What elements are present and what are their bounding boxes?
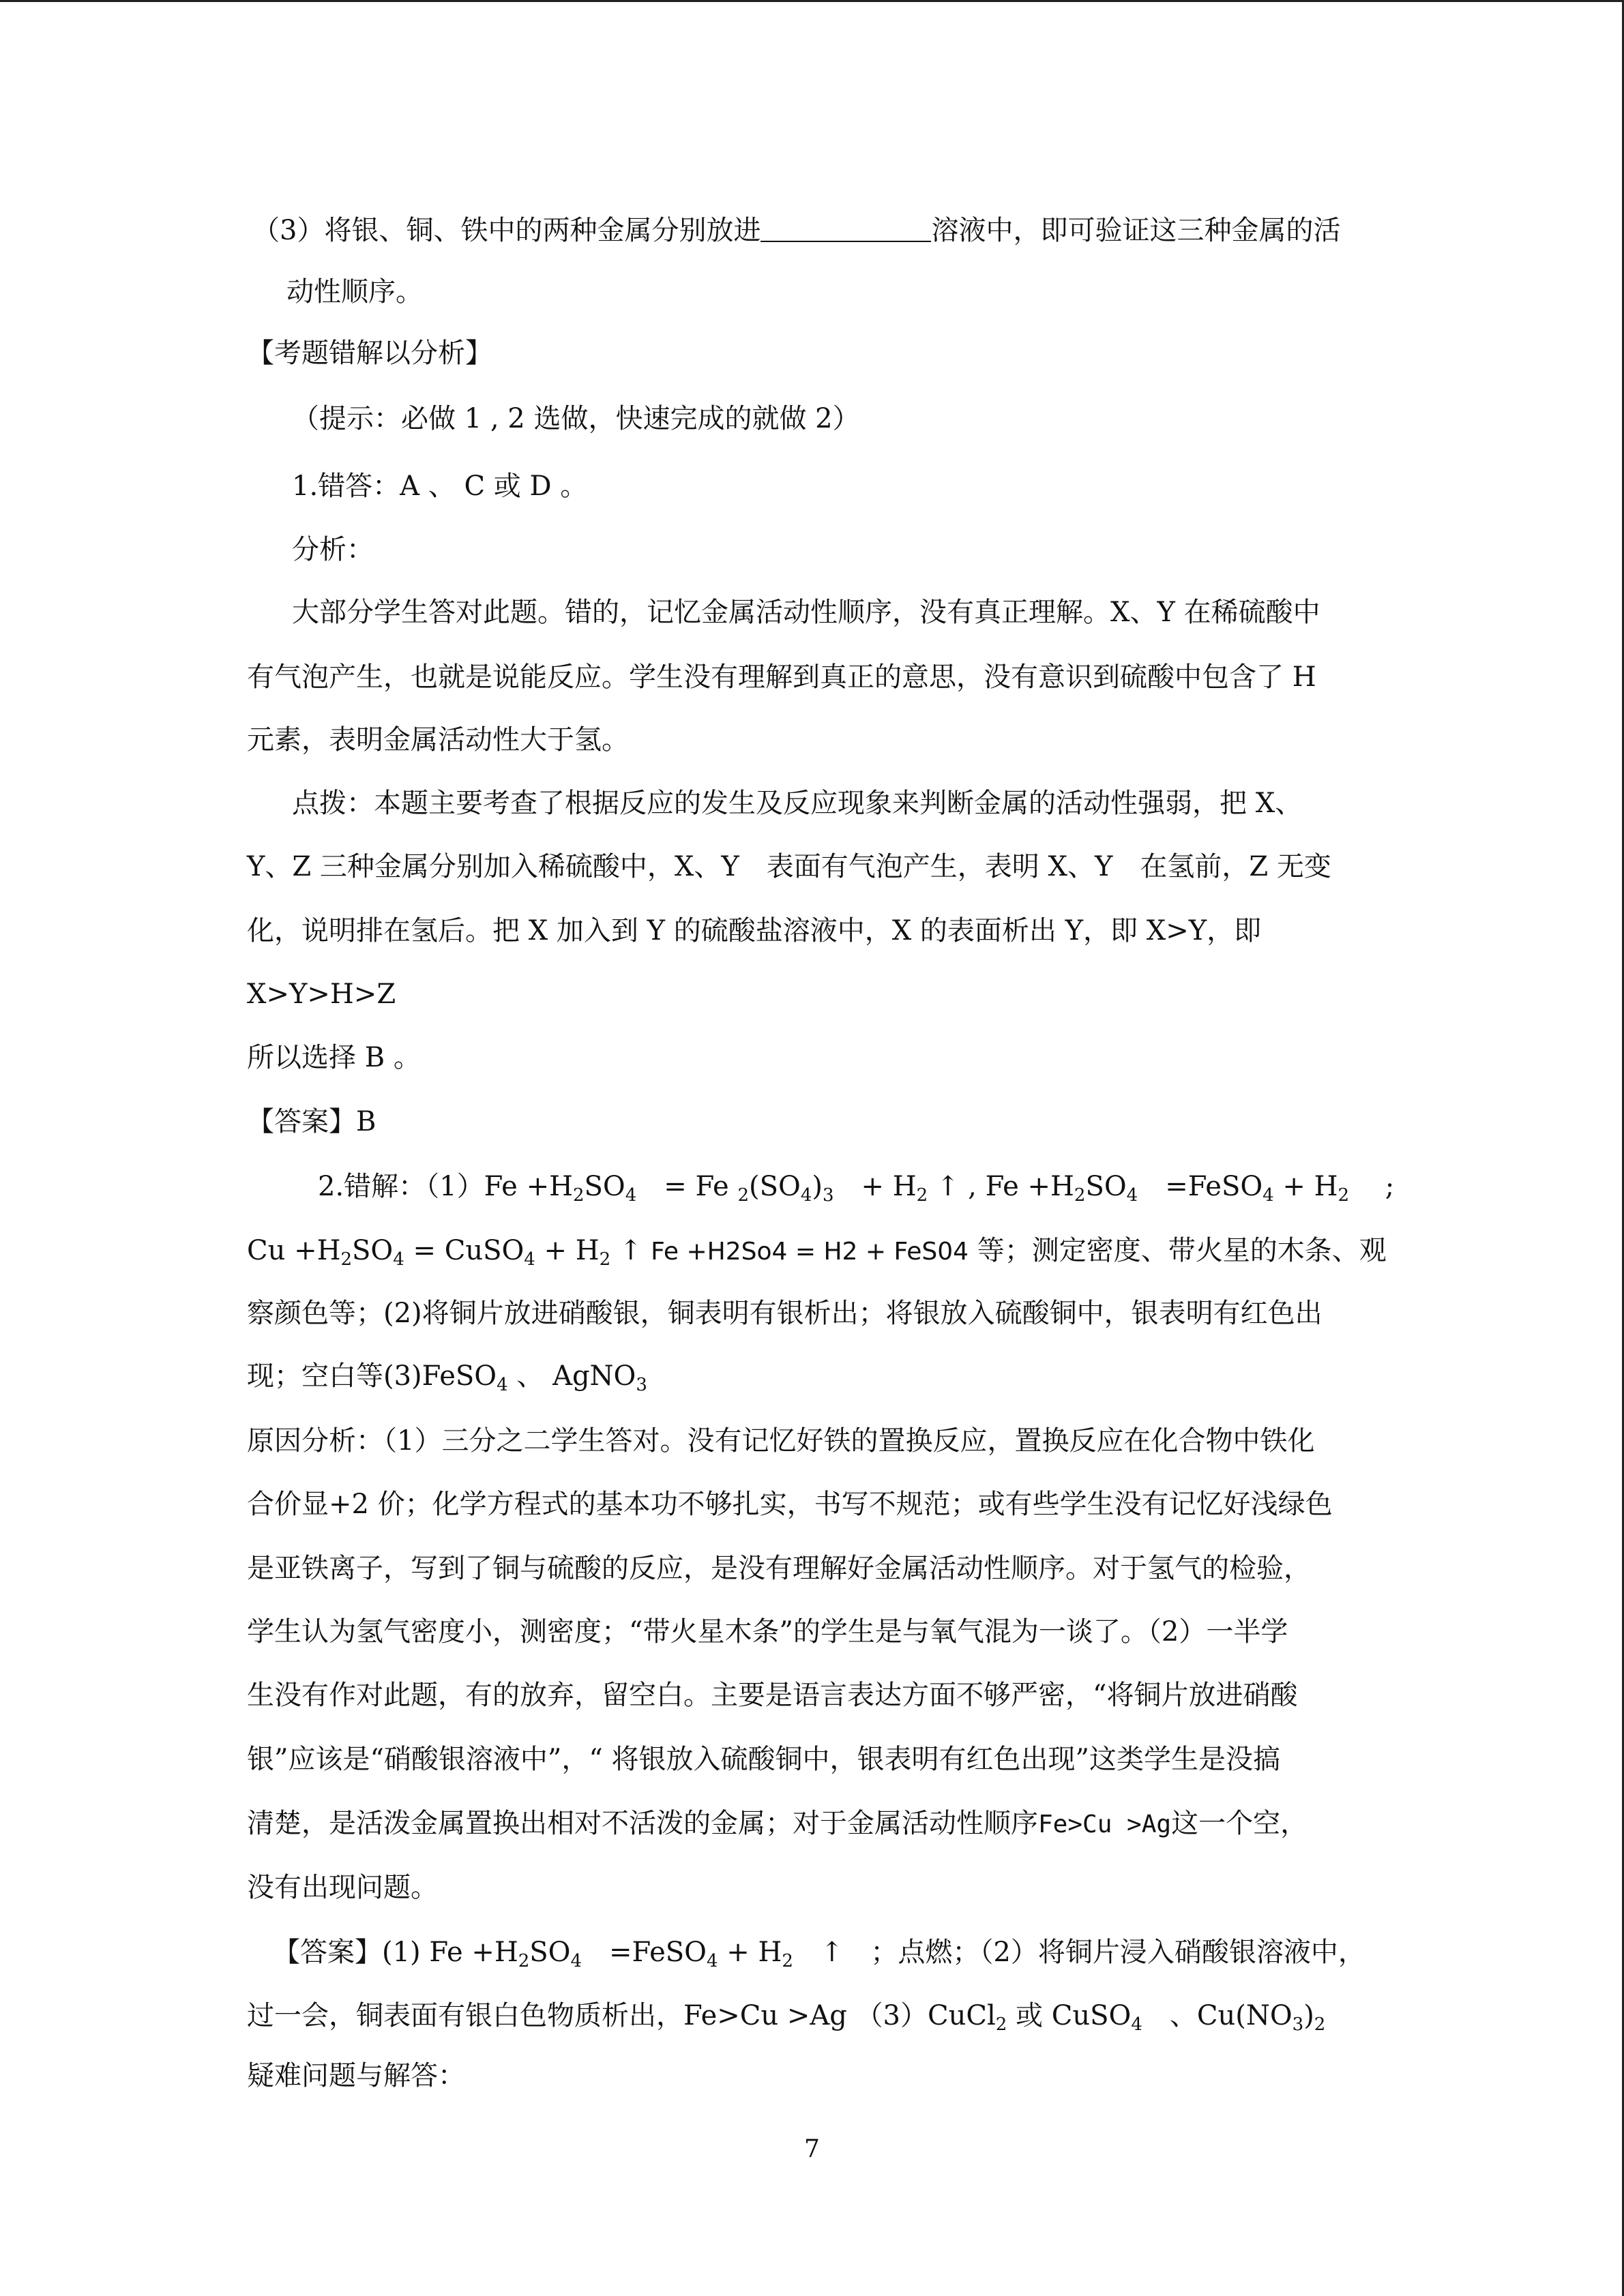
q2-wrong-line-1: 2.错解：$(1)Fe +H_2SO_4$ = Fe $_2(SO_4)_3$ + $H_2$ ↑ , $Fe +H_2SO_4$ =FeSO$_4$ + $H_2$ ; [318,1171,1395,1206]
reason-line: 是亚铁离子，写到了铜与硫酸的反应，是没有理解好金属活动性顺序。对于氢气的检验， [247,1553,1311,1584]
hint: （提示：必做 1 , 2 选做，快速完成的就做 2） [292,403,860,434]
answer-blank [761,213,931,242]
q1-para2-line: X>Y>H>Z [247,979,396,1010]
reason-line: 清楚，是活泼金属置换出相对不活泼的金属；对于金属活动性顺序Fe>Cu >Ag这一个空， [247,1808,1308,1839]
reason-line: 没有出现问题。 [247,1872,438,1903]
q1-wrong-answer: 1.错答：A 、 C 或 D 。 [292,471,588,502]
q1-para2-line: Y、Z 三种金属分别加入稀硫酸中，X、Y 表面有气泡产生，表明 X、Y 在氢前，Z 无变 [247,851,1331,882]
reason-line: 合价显+2 价；化学方程式的基本功不够扎实，书写不规范；或有些学生没有记忆好浅绿色 [247,1489,1333,1520]
reason-line: 原因分析：（1）三分之二学生答对。没有记忆好铁的置换反应，置换反应在化合物中铁化 [247,1425,1315,1457]
reason-line: 银”应该是“硝酸银溶液中”，“ 将银放入硫酸铜中，银表明有红色出现”这类学生是没搞 [247,1744,1280,1775]
q1-para1-line: 有气泡产生，也就是说能反应。学生没有理解到真正的意思，没有意识到硫酸中包含了 H [247,661,1316,693]
q2-wrong-line-3: 察颜色等；(2)将铜片放进硝酸银，铜表明有银析出；将银放入硫酸铜中，银表明有红色出 [247,1298,1323,1329]
q2-answer-line-1: 【答案】(1) $Fe +H_2SO_4$ =FeSO$_4$ + $H_2$ ↑ ；点燃；（2）将铜片浸入硝酸银溶液中， [273,1937,1365,1971]
page-top-border [0,0,1624,2]
q2-wrong-line-4: 现；空白等(3)FeSO$_4$ 、 AgNO$_3$ [247,1360,647,1395]
question-3-line: （3）将银、铜、铁中的两种金属分别放进 溶液中，即可验证这三种金属的活 [252,215,1341,246]
q1-analysis-label: 分析： [292,534,374,565]
reason-line: 生没有作对此题，有的放弃，留空白。主要是语言表达方面不够严密，“将铜片放进硝酸 [247,1680,1298,1711]
q1-para2-line: 化，说明排在氢后。把 X 加入到 Y 的硫酸盐溶液中，X 的表面析出 Y，即 X>Y，即 [247,915,1262,946]
q1-answer: 【答案】B [247,1106,377,1137]
q1-para1-line: 大部分学生答对此题。错的，记忆金属活动性顺序，没有真正理解。X、Y 在稀硫酸中 [292,597,1320,628]
q1-choose: 所以选择 B 。 [247,1042,421,1073]
q2-wrong-line-2: $Cu +H_2SO_4$ = CuSO$_4$ + $H_2$ ↑ Fe +H2So4 = H2 + FeS04 等；测定密度、带火星的木条、观 [247,1235,1387,1270]
tail-heading: 疑难问题与解答： [247,2060,465,2091]
q1-para2-line: 点拨：本题主要考查了根据反应的发生及反应现象来判断金属的活动性强弱，把 X、 [292,788,1303,819]
section-title: 【考题错解以分析】 [247,338,492,369]
question-3-line-2: 动性顺序。 [286,276,423,308]
reason-line: 学生认为氢气密度小，测密度；“带火星木条”的学生是与氧气混为一谈了。（2）一半学 [247,1616,1288,1648]
q2-answer-line-2: 过一会，铜表面有银白色物质析出，Fe>Cu >Ag （3）CuCl$_2$ 或 CuSO$_4$ 、$Cu(NO_3)_2$ [247,2000,1326,2035]
q1-para1-line: 元素，表明金属活动性大于氢。 [247,724,629,756]
page-number: 7 [804,2135,820,2163]
